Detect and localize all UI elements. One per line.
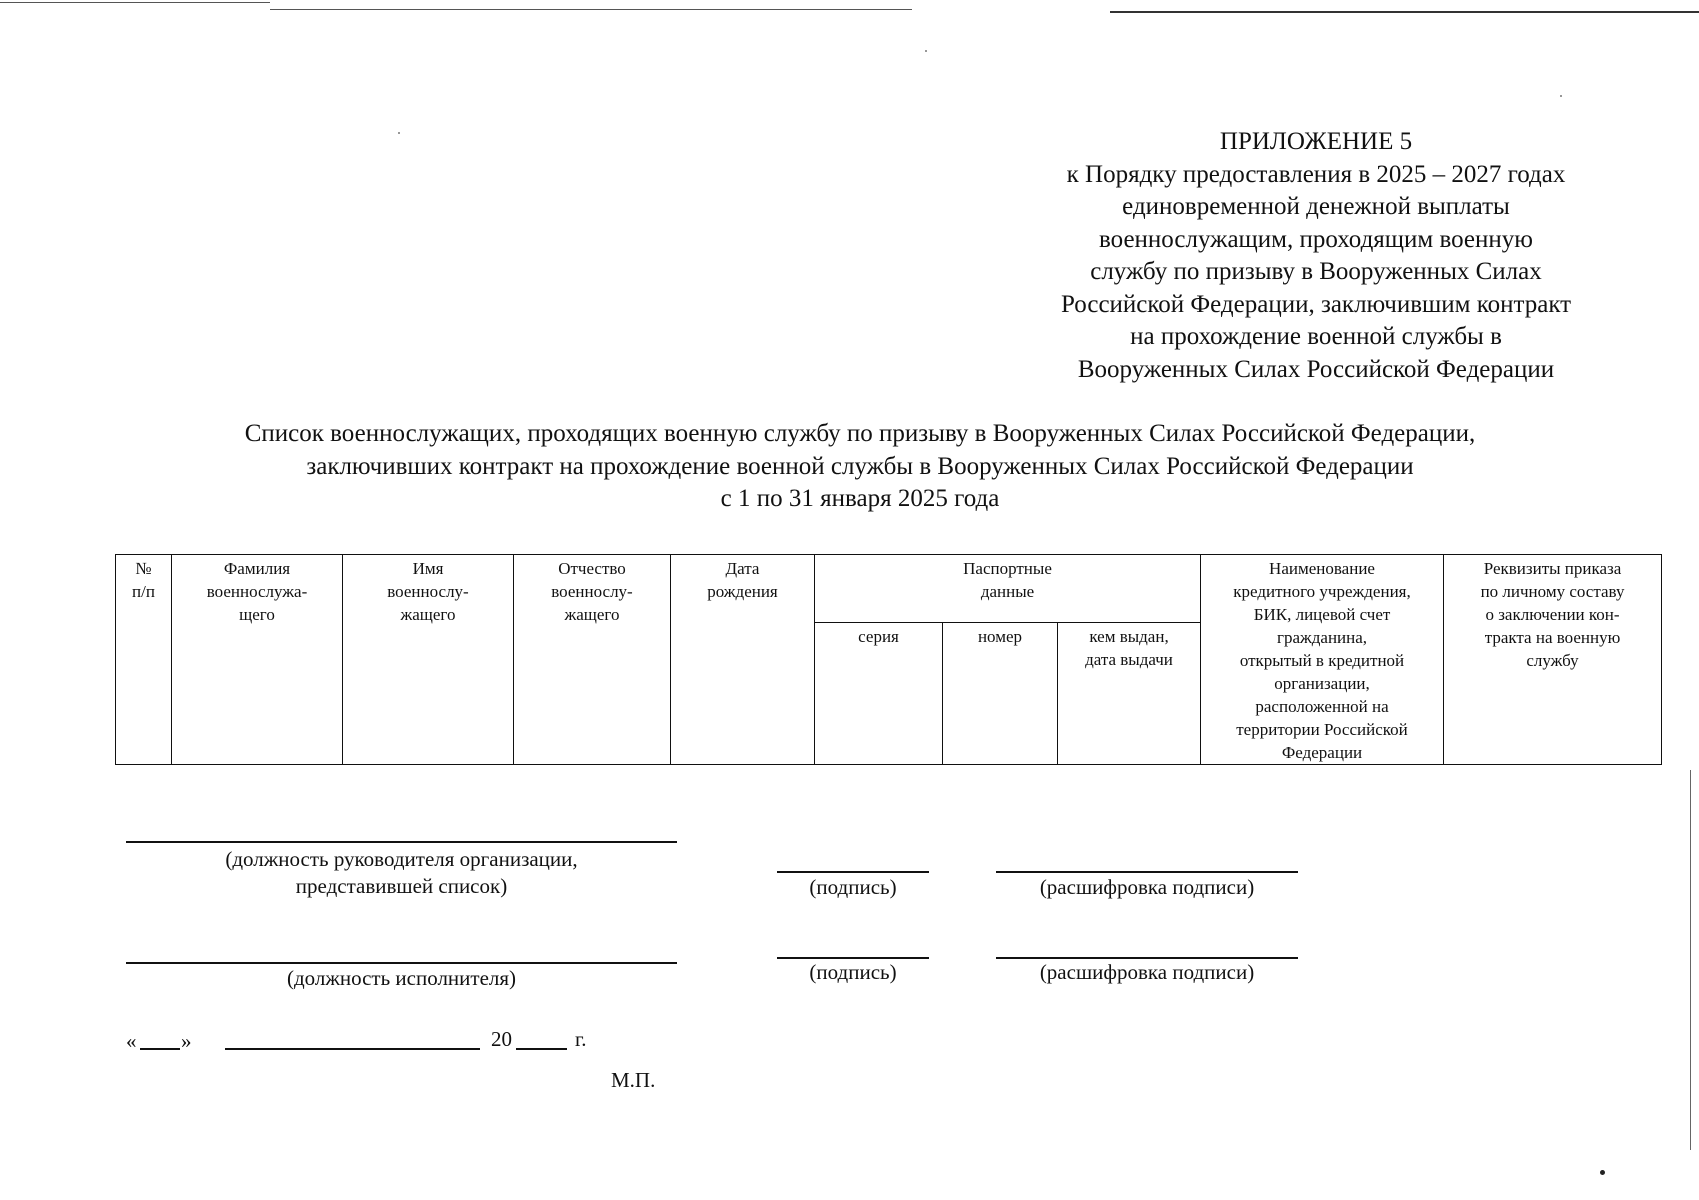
head-position-line	[126, 841, 677, 843]
header-bank: Наименование кредитного учреждения, БИК, лицевой счет гражданина, открытый в кредитной организации, расположенной на территории Российской Федерации	[1201, 555, 1444, 765]
signature-line-1	[777, 871, 929, 873]
appendix-line: к Порядку предоставления в 2025 – 2027 годах	[1066, 160, 1566, 188]
appendix-header	[996, 126, 1636, 386]
appendix-line: военнослужащим, проходящим военную	[1099, 225, 1533, 253]
date-close-quote: »	[181, 1029, 192, 1053]
date-month-line	[225, 1048, 480, 1050]
table-header-row	[116, 555, 1662, 623]
header-name: Имя военнослу- жащего	[343, 555, 514, 765]
list-title-line: Список военнослужащих, проходящих военную службу по призыву в Вооруженных Силах Российской Федерации,	[244, 420, 1476, 447]
appendix-line: службу по призыву в Вооруженных Силах	[1090, 258, 1542, 285]
date-year-suffix: г.	[575, 1027, 587, 1051]
scan-artifact-line	[270, 9, 912, 10]
signature-decode-caption-1: (расшифровка подписи)	[1039, 875, 1255, 899]
scan-artifact-speck	[1560, 95, 1562, 97]
servicemen-table	[115, 554, 1662, 765]
signature-decode-line-1	[996, 871, 1298, 873]
scan-artifact-line	[0, 2, 270, 3]
header-passport: Паспортные данные	[815, 555, 1201, 623]
date-year-prefix: 20	[491, 1027, 512, 1051]
appendix-line: Российской Федерации, заключившим контракт	[1060, 290, 1572, 318]
scan-artifact-speck	[925, 50, 927, 52]
head-position-caption: (должность руководителя организации, представившей список)	[225, 847, 578, 898]
scan-artifact-line	[1690, 770, 1691, 1150]
header-patronymic: Отчество военнослу- жащего	[514, 555, 671, 765]
header-birth-date: Дата рождения	[671, 555, 815, 765]
list-title	[120, 418, 1600, 516]
executor-position-line	[126, 962, 677, 964]
scan-artifact-speck	[1600, 1170, 1605, 1175]
signature-caption-1: (подпись)	[809, 875, 897, 899]
date-open-quote: «	[126, 1029, 137, 1053]
list-title-period: с 1 по 31 января 2025 года	[720, 485, 1000, 512]
header-passport-series: серия	[815, 623, 943, 765]
header-surname: Фамилия военнослужа- щего	[172, 555, 343, 765]
header-passport-number: номер	[943, 623, 1058, 765]
header-number: № п/п	[116, 555, 172, 765]
date-day-line	[140, 1048, 180, 1050]
appendix-line: на прохождение военной службы в	[1130, 323, 1502, 350]
signature-caption-2: (подпись)	[809, 960, 897, 984]
stamp-place: М.П.	[611, 1068, 656, 1092]
header-order: Реквизиты приказа по личному составу о заключении кон- тракта на военную службу	[1444, 555, 1662, 765]
signature-decode-caption-2: (расшифровка подписи)	[1039, 960, 1255, 984]
scan-artifact-speck	[398, 132, 400, 134]
executor-position-caption: (должность исполнителя)	[286, 966, 517, 990]
appendix-line: единовременной денежной выплаты	[1122, 193, 1510, 220]
appendix-title: ПРИЛОЖЕНИЕ 5	[1219, 128, 1413, 155]
date-year-line	[516, 1048, 567, 1050]
list-title-line: заключивших контракт на прохождение военной службы в Вооруженных Силах Российской Федерации	[306, 452, 1414, 480]
scan-artifact-line	[1110, 11, 1699, 13]
appendix-line: Вооруженных Силах Российской Федерации	[1077, 355, 1555, 383]
header-passport-issued: кем выдан, дата выдачи	[1058, 623, 1201, 765]
